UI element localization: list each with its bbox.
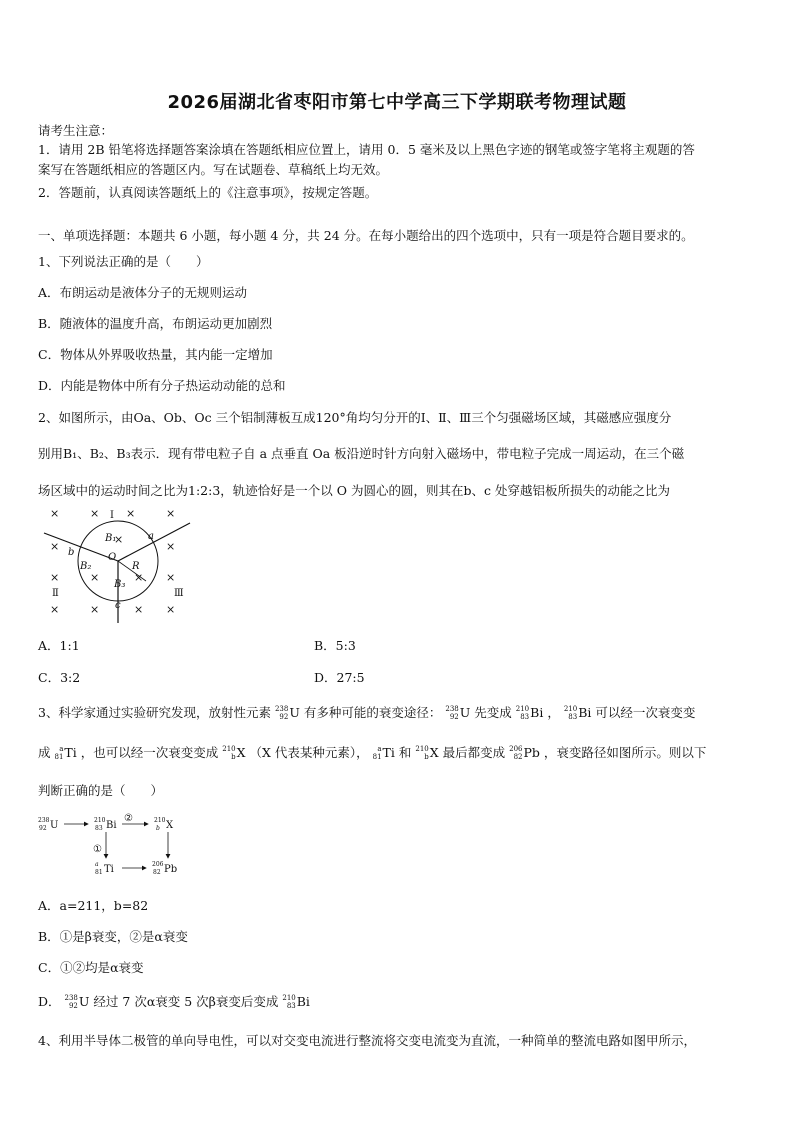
q3-text: ，衰变路径如图所示。则以下 xyxy=(543,745,707,760)
bi-mass: 210 xyxy=(94,817,106,824)
nuclide-z: 92 xyxy=(68,1001,78,1010)
nuclide-mass: 210 xyxy=(415,745,429,754)
nuclide-z: 81 xyxy=(372,752,382,761)
q3-option-a: A．a=211，b=82 xyxy=(38,898,149,913)
nuclide-mass: 210 xyxy=(282,994,296,1003)
q3-line-3: 判断正确的是（ ） xyxy=(38,783,164,798)
field-cross: × xyxy=(50,603,60,616)
point-a-label: a xyxy=(148,531,154,542)
nuclide-z: 81 xyxy=(54,752,64,761)
ti-symbol: Ti xyxy=(104,864,114,875)
q1-option-b: B．随液体的温度升高，布朗运动更加剧烈 xyxy=(38,316,273,331)
q3-text: 先变成 xyxy=(474,705,512,720)
q3-text: ， xyxy=(547,705,560,720)
field-cross: × xyxy=(50,507,60,520)
q1-option-c: C．物体从外界吸收热量，其内能一定增加 xyxy=(38,347,273,362)
u-mass: 238 xyxy=(38,817,50,824)
bi-z: 83 xyxy=(95,825,103,832)
q2-option-c: C．3:2 xyxy=(38,670,81,685)
x-z: b xyxy=(156,825,160,832)
ti-z: 81 xyxy=(95,869,103,876)
q3-text: 和 xyxy=(398,745,412,760)
nuclide-ti xyxy=(373,746,395,761)
page-title: 2026届湖北省枣阳市第七中学高三下学期联考物理试题 xyxy=(167,92,627,113)
plate-oa xyxy=(118,523,190,561)
nuclide-bi xyxy=(564,706,592,721)
q2-line-2: 别用B₁、B₂、B₃表示．现有带电粒子自 a 点垂直 Oa 板沿逆时针方向射入磁场中，带电粒子完成一周运动，在三个磁 xyxy=(38,446,685,461)
field-cross: × xyxy=(134,571,144,584)
x-symbol: X xyxy=(166,820,174,831)
q2-line-1: 2、如图所示，由Oa、Ob、Oc 三个铝制薄板互成120°角均匀分开的Ⅰ、Ⅱ、Ⅲ三个匀强磁场区域，其磁感应强度分 xyxy=(38,410,672,425)
nuclide-mass: 238 xyxy=(64,994,78,1003)
q2-option-d: D．27:5 xyxy=(314,670,365,685)
q1-stem: 1、下列说法正确的是（ ） xyxy=(38,254,209,269)
q3-text: 有多种可能的衰变途径： xyxy=(303,705,442,720)
nuclide-mass: 238 xyxy=(445,705,459,714)
field-cross: × xyxy=(166,571,176,584)
nuclide-symbol: Ti xyxy=(64,745,77,760)
nuclide-mass: a xyxy=(377,745,382,754)
region-1-label: Ⅰ xyxy=(110,510,114,521)
field-cross: × xyxy=(166,507,176,520)
center-o-label: O xyxy=(108,552,117,563)
q3-text: 成 xyxy=(38,745,51,760)
nuclide-symbol: Bi xyxy=(296,994,310,1009)
region-3-label: Ⅲ xyxy=(174,588,184,599)
nuclide-z: 82 xyxy=(513,752,523,761)
q3-option-b: B．①是β衰变，②是α衰变 xyxy=(38,929,188,944)
b2-label: B₂ xyxy=(80,561,92,572)
notice-line-2: 2．答题前，认真阅读答题纸上的《注意事项》，按规定答题。 xyxy=(38,185,378,200)
nuclide-pb xyxy=(509,746,540,761)
nuclide-symbol: Pb xyxy=(523,745,540,760)
region-2-label: Ⅱ xyxy=(52,588,59,599)
field-cross: × xyxy=(126,507,136,520)
notice-heading: 请考生注意： xyxy=(38,123,114,138)
nuclide-mass: 210 xyxy=(222,745,236,754)
nuclide-bi xyxy=(516,706,544,721)
nuclide-z: 92 xyxy=(449,712,459,721)
nuclide-symbol: U xyxy=(78,994,90,1009)
u-z: 92 xyxy=(39,825,47,832)
nuclide-mass: 210 xyxy=(563,705,578,714)
q3-text: 3、科学家通过实验研究发现，放射性元素 xyxy=(38,705,271,720)
q2-option-b: B．5:3 xyxy=(314,638,356,653)
nuclide-mass: 210 xyxy=(515,705,530,714)
nuclide-z: b xyxy=(231,752,236,761)
pb-z: 82 xyxy=(153,869,161,876)
q2-magnetic-field-figure xyxy=(38,503,198,625)
q3-text: 最后都变成 xyxy=(442,745,506,760)
nuclide-symbol: Bi xyxy=(578,705,592,720)
q1-option-d: D．内能是物体中所有分子热运动动能的总和 xyxy=(38,378,286,393)
nuclide-mass: a xyxy=(59,745,64,754)
nuclide-ti xyxy=(55,746,77,761)
q2-option-a: A．1:1 xyxy=(38,638,80,653)
q3-decay-path-diagram xyxy=(38,812,198,878)
nuclide-u xyxy=(275,706,300,721)
q3-option-d xyxy=(38,992,310,1010)
q1-option-a: A．布朗运动是液体分子的无规则运动 xyxy=(38,285,248,300)
path-2-label: ② xyxy=(124,813,133,824)
notice-line-1a: 1．请用 2B 铅笔将选择题答案涂填在答题纸相应位置上，请用 0．5 毫米及以上黑色字迹的钢笔或签字笔将主观题的答 xyxy=(38,142,695,157)
field-cross: × xyxy=(114,533,124,546)
nuclide-z: 83 xyxy=(286,1001,296,1010)
u-symbol: U xyxy=(50,820,59,831)
nuclide-mass: 206 xyxy=(509,745,523,754)
nuclide-z: 83 xyxy=(568,712,578,721)
q2-line-3: 场区域中的运动时间之比为1:2:3，轨迹恰好是一个以 O 为圆心的圆，则其在b、c 处穿越铝板所损失的动能之比为 xyxy=(38,483,670,498)
nuclide-z: 83 xyxy=(520,712,530,721)
q4-line-1: 4、利用半导体二极管的单向导电性，可以对交变电流进行整流将交变电流变为直流，一种简单的整流电路如图甲所示， xyxy=(38,1033,696,1048)
point-c-label: c xyxy=(115,600,121,611)
nuclide-symbol: Bi xyxy=(530,705,544,720)
field-cross: × xyxy=(90,571,100,584)
pb-symbol: Pb xyxy=(164,864,178,875)
x-mass: 210 xyxy=(154,817,166,824)
q3-text: ，也可以经一次衰变变成 xyxy=(80,745,219,760)
q3-line-1 xyxy=(38,703,695,721)
section-heading: 一、单项选择题：本题共 6 小题，每小题 4 分，共 24 分。在每小题给出的四个选项中，只有一项是符合题目要求的。 xyxy=(38,228,694,243)
q3-line-2 xyxy=(38,743,706,761)
nuclide-u xyxy=(65,995,90,1010)
q3-option-d-label: D． xyxy=(38,994,61,1009)
radius-r-label: R xyxy=(132,561,140,572)
nuclide-x xyxy=(222,746,245,761)
field-cross: × xyxy=(90,507,100,520)
field-cross: × xyxy=(50,571,60,584)
q3-option-c: C．①②均是α衰变 xyxy=(38,960,144,975)
nuclide-symbol: Ti xyxy=(382,745,395,760)
nuclide-symbol: X xyxy=(429,745,439,760)
q3-text: 可以经一次衰变变 xyxy=(595,705,696,720)
field-cross: × xyxy=(50,540,60,553)
point-b-label: b xyxy=(68,547,75,558)
notice-line-1b: 案写在答题纸相应的答题区内。写在试题卷、草稿纸上均无效。 xyxy=(38,162,389,177)
field-cross: × xyxy=(134,603,144,616)
nuclide-mass: 238 xyxy=(274,705,289,714)
field-cross: × xyxy=(166,540,176,553)
nuclide-symbol: U xyxy=(459,705,471,720)
nuclide-bi xyxy=(282,995,310,1010)
nuclide-x xyxy=(415,746,438,761)
path-1-label: ① xyxy=(93,844,102,855)
pb-mass: 206 xyxy=(152,861,164,868)
ti-mass: a xyxy=(95,861,99,868)
nuclide-symbol: X xyxy=(236,745,246,760)
field-cross: × xyxy=(90,603,100,616)
q3-text: （X 代表某种元素）， xyxy=(249,745,369,760)
bi-symbol: Bi xyxy=(106,820,117,831)
nuclide-symbol: U xyxy=(289,705,300,720)
field-cross: × xyxy=(166,603,176,616)
b1-label: B₁ xyxy=(105,533,117,544)
nuclide-z: 92 xyxy=(279,712,289,721)
nuclide-z: b xyxy=(424,752,429,761)
q3-option-d-text: 经过 7 次α衰变 5 次β衰变后变成 xyxy=(93,994,279,1009)
nuclide-u xyxy=(445,706,470,721)
b3-label: B₃ xyxy=(114,579,126,590)
